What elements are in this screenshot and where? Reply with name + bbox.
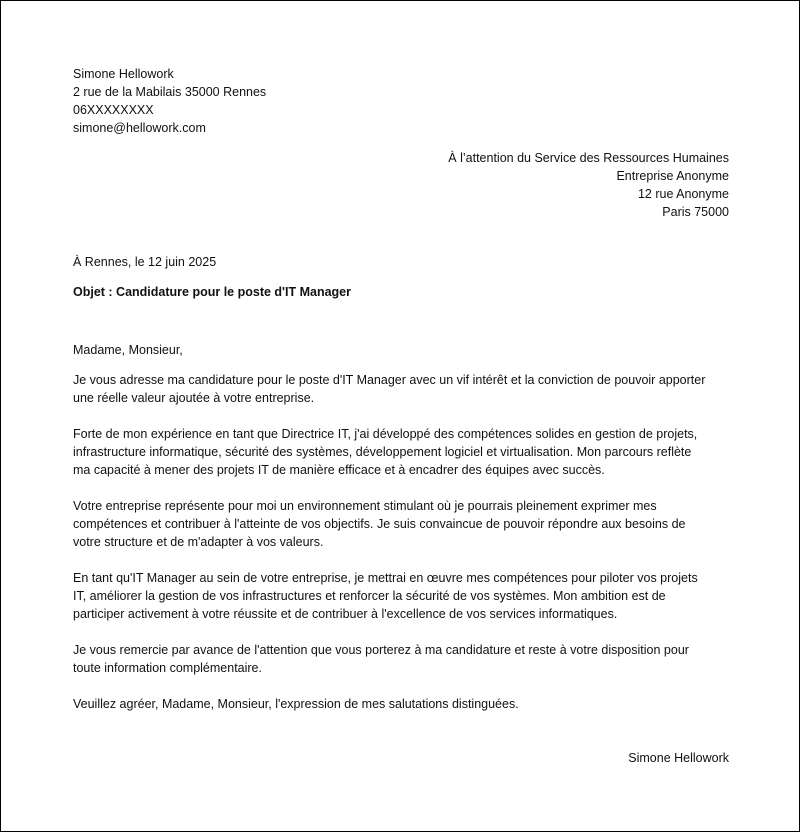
recipient-city: Paris 75000	[662, 205, 729, 219]
salutation: Madame, Monsieur,	[73, 343, 183, 357]
recipient-street: 12 rue Anonyme	[637, 187, 729, 201]
sender-address: 2 rue de la Mabilais 35000 Rennes	[73, 85, 267, 99]
body-paragraph	[73, 641, 729, 677]
paragraph-line: Je vous remercie par avance de l'attention que vous porterez à ma candidature et reste à votre disposition pour	[73, 643, 689, 657]
paragraph-line: IT, améliorer la gestion de vos infrastructures et renforcer la sécurité de vos systèmes. Mon ambition est de	[73, 589, 666, 603]
sender-name: Simone Hellowork	[73, 67, 174, 81]
body-paragraph	[73, 425, 729, 479]
paragraph-line: participer activement à votre réussite et de contribuer à l'excellence de vos services informatiques.	[73, 607, 618, 621]
recipient-attention: À l’attention du Service des Ressources Humaines	[448, 151, 729, 165]
paragraph-line: infrastructure informatique, sécurité des systèmes, développement logiciel et virtualisation. Mon parcours reflète	[73, 445, 692, 459]
sender-email: simone@hellowork.com	[73, 121, 206, 135]
subject-line: Objet : Candidature pour le poste d'IT Manager	[73, 285, 351, 299]
paragraph-line: En tant qu'IT Manager au sein de votre entreprise, je mettrai en œuvre mes compétences pour piloter vos projets	[73, 571, 698, 585]
sender-phone: 06XXXXXXXX	[73, 103, 154, 117]
paragraph-line: Je vous adresse ma candidature pour le poste d'IT Manager avec un vif intérêt et la conviction de pouvoir apporter	[73, 373, 706, 387]
paragraph-line: votre structure et de m'adapter à vos valeurs.	[73, 535, 324, 549]
recipient-block	[73, 149, 729, 221]
body-paragraph	[73, 371, 729, 407]
paragraph-line: toute information complémentaire.	[73, 661, 262, 675]
sender-block	[73, 65, 729, 137]
paragraph-line: Veuillez agréer, Madame, Monsieur, l'expression de mes salutations distinguées.	[73, 697, 519, 711]
body-paragraph	[73, 497, 729, 551]
date-line: À Rennes, le 12 juin 2025	[73, 255, 217, 269]
paragraph-line: compétences et contribuer à l'atteinte de vos objectifs. Je suis convaincue de pouvoir répondre aux besoins de	[73, 517, 686, 531]
closing-paragraph	[73, 695, 729, 713]
paragraph-line: ma capacité à mener des projets IT de manière efficace et à encadrer des équipes avec succès.	[73, 463, 605, 477]
signature: Simone Hellowork	[628, 751, 729, 765]
recipient-company: Entreprise Anonyme	[616, 169, 729, 183]
letter-content	[73, 65, 729, 767]
body-paragraph	[73, 569, 729, 623]
paragraph-line: une réelle valeur ajoutée à votre entreprise.	[73, 391, 315, 405]
paragraph-line: Forte de mon expérience en tant que Directrice IT, j'ai développé des compétences solides en gestion de projets,	[73, 427, 698, 441]
paragraph-line: Votre entreprise représente pour moi un environnement stimulant où je pourrais pleinement exprimer mes	[73, 499, 657, 513]
